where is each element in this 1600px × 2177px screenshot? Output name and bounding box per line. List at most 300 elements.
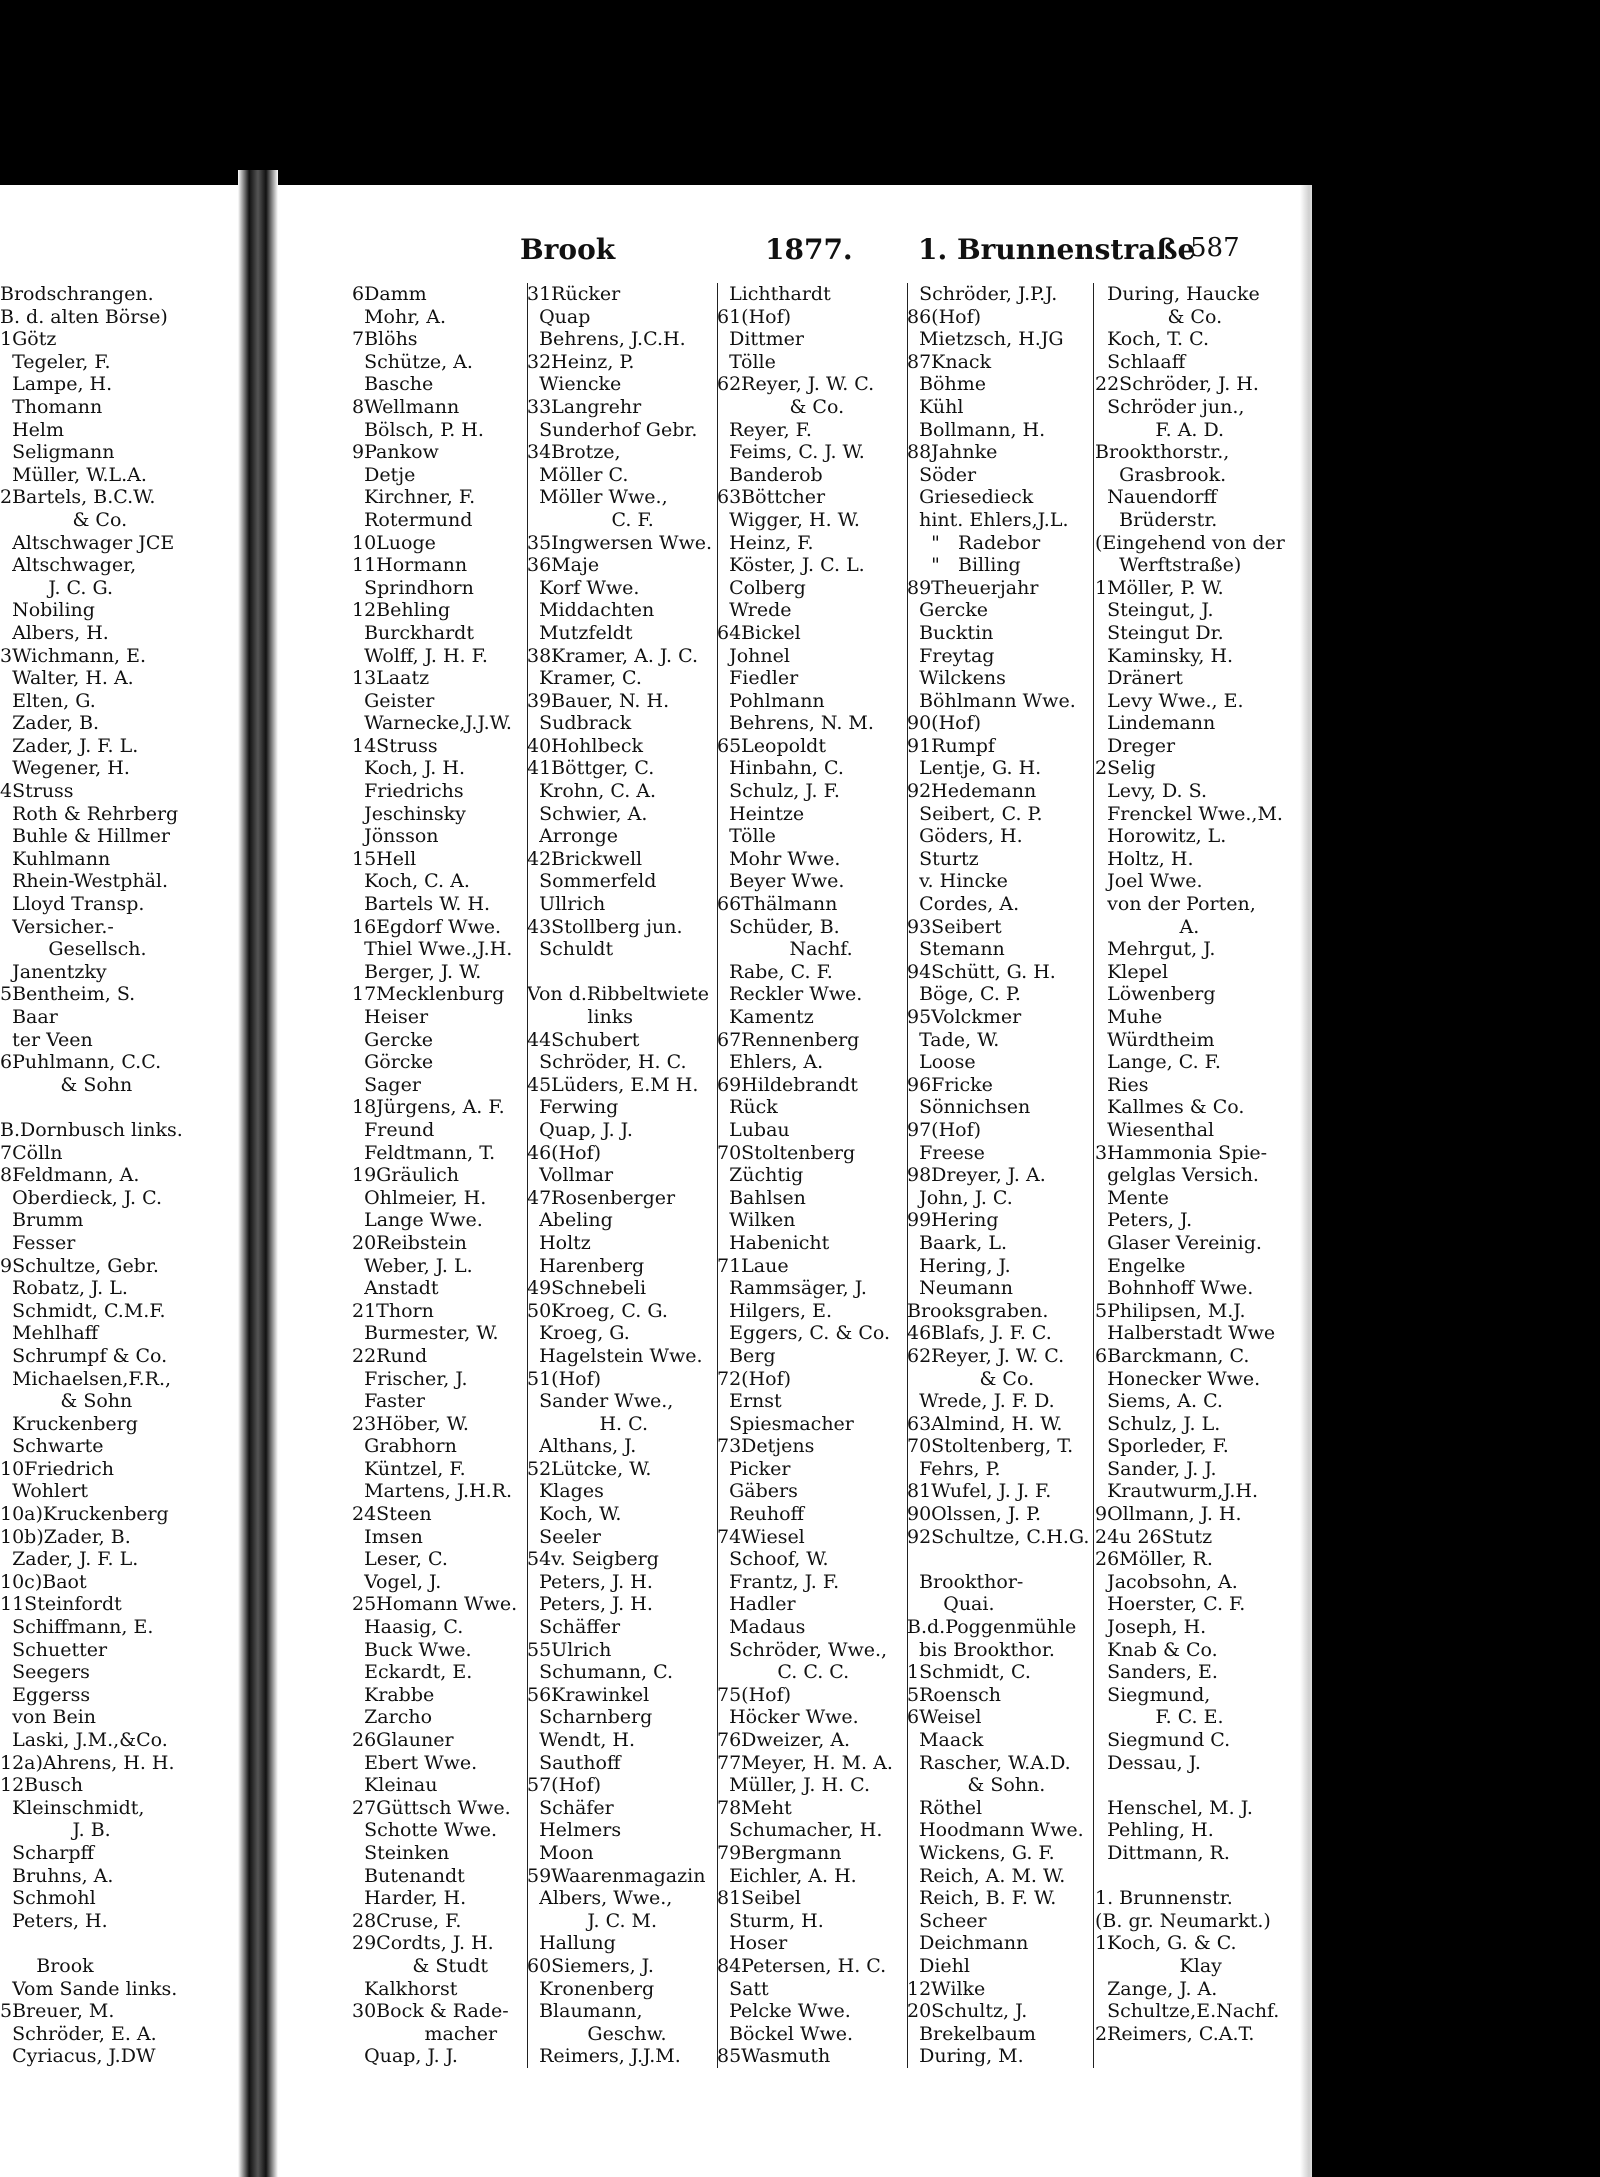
directory-entry: Klages [527, 1480, 604, 1503]
directory-entry: (Eingehend von der [1095, 531, 1285, 554]
directory-entry: Abeling [527, 1209, 613, 1232]
directory-entry: Fiedler [717, 667, 799, 690]
directory-entry [907, 1548, 1092, 1571]
directory-entry: Tölle [717, 350, 776, 373]
directory-entry: Althans, J. [527, 1435, 637, 1458]
directory-entry: 42Brickwell [527, 847, 643, 870]
directory-entry: 31Rücker [527, 283, 621, 305]
directory-entry: 35Ingwersen Wwe. [527, 531, 713, 554]
directory-entry: Cyriacus, J.DW [0, 2045, 156, 2068]
directory-entry: Heiser [352, 1006, 429, 1028]
directory-entry: Sturm, H. [717, 1909, 824, 1932]
directory-entry: Walter, H. A. [0, 667, 134, 690]
directory-entry: 9Ollmann, J. H. [1095, 1503, 1242, 1526]
directory-entry: 45Lüders, E.M H. [527, 1073, 699, 1096]
directory-entry: 73Detjens [717, 1435, 815, 1458]
directory-entry: Möller Wwe., [527, 486, 668, 509]
directory-entry: 2Reimers, C.A.T. [1095, 2022, 1255, 2045]
directory-entry: Schwarte [0, 1435, 104, 1458]
directory-entry: Joel Wwe. [1095, 870, 1203, 893]
directory-entry [0, 1932, 232, 1955]
directory-entry: 10Luoge [352, 531, 436, 554]
directory-entry: Wrede [717, 599, 792, 622]
directory-entry: 20Reibstein [352, 1231, 467, 1254]
directory-entry: Beyer Wwe. [717, 870, 845, 893]
directory-entry: Schuldt [527, 938, 614, 961]
directory-entry: Heintze [717, 802, 805, 825]
directory-column-2 [527, 283, 717, 2068]
directory-entry: Nobiling [0, 599, 95, 622]
directory-entry: Lentje, G. H. [907, 757, 1042, 780]
directory-entry: Kroeg, G. [527, 1322, 630, 1345]
directory-entry: Schrumpf & Co. [0, 1344, 168, 1367]
directory-entry: Picker [717, 1457, 791, 1480]
directory-entry: Dittmann, R. [1095, 1841, 1230, 1864]
directory-entry: Ebert Wwe. [352, 1751, 478, 1774]
directory-entry: Schütze, A. [352, 350, 473, 373]
directory-entry: Koch, T. C. [1095, 328, 1210, 351]
directory-entry: 44Schubert [527, 1028, 640, 1051]
directory-entry: Wendt, H. [527, 1729, 636, 1751]
book-gutter [238, 170, 278, 2177]
directory-entry: Rascher, W.A.D. [907, 1751, 1071, 1774]
directory-entry: Seibert, C. P. [907, 802, 1043, 825]
directory-entry: Kamentz [717, 1006, 814, 1028]
directory-entry: hint. Ehlers,J.L. [907, 508, 1069, 531]
directory-entry: 12Behling [352, 599, 451, 622]
directory-entry: Sprindhorn [352, 576, 474, 599]
directory-entry: Krabbe [352, 1683, 435, 1706]
directory-entry: 76Dweizer, A. [717, 1729, 851, 1751]
directory-entry: Madaus [717, 1616, 806, 1639]
directory-entry: Detje [352, 463, 416, 486]
directory-entry: Versicher.- [0, 915, 114, 938]
directory-entry: Schüder, B. [717, 915, 840, 938]
directory-entry: Züchtig [717, 1164, 804, 1187]
directory-entry: 46Blafs, J. F. C. [907, 1322, 1052, 1345]
directory-entry: Levy Wwe., E. [1095, 689, 1244, 712]
directory-entry: Hinbahn, C. [717, 757, 844, 780]
directory-entry: Buhle & Hillmer [0, 825, 170, 848]
directory-entry: Blaumann, [527, 2000, 643, 2023]
directory-entry: Löwenberg [1095, 983, 1216, 1006]
directory-entry: Frenckel Wwe.,M. [1095, 802, 1283, 825]
directory-entry: Freund [352, 1118, 435, 1141]
directory-entry: Brekelbaum [907, 2022, 1036, 2045]
directory-entry: Hoser [717, 1932, 788, 1955]
directory-entry: Sommerfeld [527, 870, 657, 893]
directory-entry: F. A. D. [1095, 418, 1225, 441]
directory-entry: 36Maje [527, 554, 600, 577]
directory-entry: 10c)Baot [0, 1570, 87, 1593]
directory-entry: Kuhlmann [0, 847, 111, 870]
directory-entry: " Billing [907, 554, 1021, 577]
directory-entry: 43Stollberg jun. [527, 915, 683, 938]
page-number: 587 [1190, 233, 1240, 263]
directory-entry: 52Lütcke, W. [527, 1457, 652, 1480]
directory-entry: Schulz, J. L. [1095, 1412, 1221, 1435]
directory-entry: Eichler, A. H. [717, 1864, 857, 1887]
directory-entry: links [527, 1006, 634, 1028]
directory-entry: Quap, J. J. [527, 1118, 633, 1141]
directory-entry: 1Götz [0, 328, 57, 351]
directory-entry: Halberstadt Wwe [1095, 1322, 1276, 1345]
directory-entry: Bartels W. H. [352, 893, 491, 916]
directory-entry: Mohr, A. [352, 305, 447, 328]
directory-entry: Frantz, J. F. [717, 1570, 840, 1593]
directory-entry: Dittmer [717, 328, 805, 351]
directory-entry: Kruckenberg [0, 1412, 138, 1435]
directory-entry: Krohn, C. A. [527, 780, 657, 803]
directory-entry: Zader, B. [0, 712, 100, 735]
directory-entry: Satt [717, 1977, 769, 2000]
directory-entry: Weber, J. L. [352, 1254, 473, 1277]
directory-entry: Brookthorstr., [1095, 441, 1230, 464]
directory-entry: Holtz [527, 1231, 591, 1254]
directory-entry: Küntzel, F. [352, 1457, 466, 1480]
directory-entry: Sporleder, F. [1095, 1435, 1229, 1458]
directory-entry: Levy, D. S. [1095, 780, 1207, 803]
directory-entry: Steingut, J. [1095, 599, 1214, 622]
directory-entry: A. [1095, 915, 1200, 938]
directory-entry: 62Reyer, J. W. C. [717, 373, 875, 396]
directory-entry: Schwier, A. [527, 802, 648, 825]
directory-entry: Tade, W. [907, 1028, 1000, 1051]
directory-entry: Peters, H. [0, 1909, 108, 1932]
directory-entry: 33Langrehr [527, 395, 642, 418]
directory-entry: Helm [0, 418, 64, 441]
directory-entry: Reich, A. M. W. [907, 1864, 1066, 1887]
directory-entry: Jeschinsky [352, 802, 466, 825]
directory-entry: Krautwurm,J.H. [1095, 1480, 1258, 1503]
directory-entry: Martens, J.H.R. [352, 1480, 513, 1503]
directory-entry: Feims, C. J. W. [717, 441, 865, 464]
directory-entry: Steinken [352, 1841, 450, 1864]
directory-entry: Glaser Vereinig. [1095, 1231, 1262, 1254]
directory-entry: 12Wilke [907, 1977, 986, 2000]
directory-entry: 63Almind, H. W. [907, 1412, 1063, 1435]
directory-entry: 38Kramer, A. J. C. [527, 644, 699, 667]
directory-entry: Göders, H. [907, 825, 1023, 848]
directory-entry: Schuetter [0, 1638, 108, 1661]
directory-entry: Schiffmann, E. [0, 1616, 154, 1639]
directory-entry: Seegers [0, 1661, 90, 1684]
directory-entry: 70Stoltenberg, T. [907, 1435, 1074, 1458]
directory-entry: Wickens, G. F. [907, 1841, 1055, 1864]
directory-entry: & Studt [352, 1954, 489, 1977]
directory-entry: Brumm [0, 1209, 84, 1232]
directory-entry: Jönsson [352, 825, 439, 848]
directory-entry: 30Bock & Rade- [352, 2000, 509, 2023]
directory-entry: Rammsäger, J. [717, 1277, 867, 1300]
directory-entry: Baar [0, 1006, 58, 1028]
directory-entry: Pehling, H. [1095, 1819, 1214, 1842]
directory-entry: 6Damm [352, 283, 427, 305]
directory-entry: Steingut Dr. [1095, 621, 1224, 644]
directory-entry: Friedrichs [352, 780, 464, 803]
header-street: 1. Brunnenstraße [918, 233, 1196, 266]
directory-entry: Hoodmann Wwe. [907, 1819, 1084, 1842]
directory-entry: Vom Sande links. [0, 1977, 178, 2000]
directory-entry: Reckler Wwe. [717, 983, 863, 1006]
directory-entry: 24Steen [352, 1503, 432, 1526]
directory-entry: Zarcho [352, 1706, 433, 1729]
directory-entry: 47Rosenberger [527, 1186, 676, 1209]
directory-entry: B.Dornbusch links. [0, 1118, 183, 1141]
directory-entry: Joseph, H. [1095, 1616, 1207, 1639]
directory-entry: Thomann [0, 395, 103, 418]
directory-entry: Albers, H. [0, 621, 109, 644]
directory-entry: Lange Wwe. [352, 1209, 483, 1232]
directory-entry: Brodschrangen. [0, 283, 154, 305]
directory-entry: Basche [352, 373, 434, 396]
directory-entry: 8Wellmann [352, 395, 460, 418]
directory-entry: Henschel, M. J. [1095, 1796, 1253, 1819]
directory-entry: 84Petersen, H. C. [717, 1954, 887, 1977]
directory-entry: 9Schultze, Gebr. [0, 1254, 159, 1277]
directory-entry: 5Philipsen, M.J. [1095, 1299, 1246, 1322]
directory-entry: Koch, W. [527, 1503, 622, 1526]
left-page-column [0, 283, 232, 2068]
directory-entry: Böhme [907, 373, 986, 396]
directory-entry: 71Laue [717, 1254, 789, 1277]
directory-entry: Dreger [1095, 734, 1176, 757]
directory-entry: Mente [1095, 1186, 1169, 1209]
directory-entry: Schäffer [527, 1616, 621, 1639]
directory-entry: Schröder, H. C. [527, 1051, 687, 1074]
directory-entry: Deichmann [907, 1932, 1029, 1955]
directory-entry: 21Thorn [352, 1299, 434, 1322]
directory-entry: 97(Hof) [907, 1118, 982, 1141]
directory-entry: Jacobsohn, A. [1095, 1570, 1238, 1593]
directory-entry: Harder, H. [352, 1887, 467, 1910]
header-year: 1877. [765, 233, 853, 266]
directory-entry: Siegmund, [1095, 1683, 1211, 1706]
directory-entry: Gercke [907, 599, 988, 622]
directory-entry: 99Hering [907, 1209, 999, 1232]
directory-entry: C. F. [527, 508, 654, 531]
directory-entry: 13Laatz [352, 667, 430, 690]
directory-entry: " Radebor [907, 531, 1041, 554]
directory-entry: 49Schnebeli [527, 1277, 647, 1300]
directory-entry: 22Schröder, J. H. [1095, 373, 1259, 396]
directory-entry: Middachten [527, 599, 655, 622]
directory-entry: 5Breuer, M. [0, 2000, 115, 2023]
directory-entry: Griesedieck [907, 486, 1034, 509]
directory-entry: Schumacher, H. [717, 1819, 883, 1842]
directory-entry: Horowitz, L. [1095, 825, 1227, 848]
directory-entry: Koch, C. A. [352, 870, 470, 893]
directory-entry: 9Pankow [352, 441, 439, 464]
directory-entry: Böhlmann Wwe. [907, 689, 1076, 712]
directory-entry: Muhe [1095, 1006, 1163, 1028]
directory-entry: Fehrs, P. [907, 1457, 1001, 1480]
directory-entry: Peters, J. H. [527, 1570, 653, 1593]
directory-entry: Loose [907, 1051, 976, 1074]
directory-entry: 75(Hof) [717, 1683, 792, 1706]
directory-entry: 17Mecklenburg [352, 983, 505, 1006]
directory-entry: 77Meyer, H. M. A. [717, 1751, 893, 1774]
directory-entry: Sander, J. J. [1095, 1457, 1217, 1480]
directory-entry: Buck Wwe. [352, 1638, 472, 1661]
directory-entry: gelglas Versich. [1095, 1164, 1259, 1187]
directory-entry: 1. Brunnenstr. [1095, 1887, 1233, 1910]
directory-entry: Lubau [717, 1118, 790, 1141]
directory-entry: Maack [907, 1729, 984, 1751]
directory-entry: 26Glauner [352, 1729, 454, 1751]
directory-entry: 72(Hof) [717, 1367, 792, 1390]
directory-entry: 10a)Kruckenberg [0, 1503, 169, 1526]
directory-entry: 25Homann Wwe. [352, 1593, 518, 1616]
directory-entry: Seeler [527, 1525, 601, 1548]
directory-entry: Schoof, W. [717, 1548, 829, 1571]
directory-entry: Schulz, J. F. [717, 780, 840, 803]
directory-entry: Lange, C. F. [1095, 1051, 1221, 1074]
directory-entry: 56Krawinkel [527, 1683, 650, 1706]
directory-column-1 [352, 283, 527, 2068]
directory-entry: Kaminsky, H. [1095, 644, 1234, 667]
directory-entry: 1Koch, G. & C. [1095, 1932, 1237, 1955]
directory-entry: Rabe, C. F. [717, 960, 833, 983]
directory-entry: Schröder, J.P.J. [907, 283, 1058, 305]
directory-entry: 51(Hof) [527, 1367, 602, 1390]
directory-entry: 81Seibel [717, 1887, 801, 1910]
directory-entry: Schultze,E.Nachf. [1095, 2000, 1280, 2023]
directory-entry: 26Möller, R. [1095, 1548, 1213, 1571]
directory-entry: Thiel Wwe.,J.H. [352, 938, 513, 961]
directory-entry: Lichthardt [717, 283, 831, 305]
directory-entry: 55Ulrich [527, 1638, 612, 1661]
directory-entry [527, 961, 717, 984]
directory-entry: Nauendorff [1095, 486, 1217, 509]
directory-entry: 59Waarenmagazin [527, 1864, 706, 1887]
directory-entry: Stemann [907, 938, 1005, 961]
directory-entry: Habenicht [717, 1231, 830, 1254]
directory-entry: Sunderhof Gebr. [527, 418, 698, 441]
directory-entry: Bucktin [907, 621, 994, 644]
directory-entry: 4Struss [0, 780, 74, 803]
directory-entry: 24u 26Stutz [1095, 1525, 1213, 1548]
directory-entry: Gesellsch. [0, 938, 147, 961]
directory-entry: Rhein-Westphäl. [0, 870, 169, 893]
directory-entry: Wrede, J. F. D. [907, 1390, 1055, 1413]
directory-entry: J. C. M. [527, 1909, 658, 1932]
directory-entry: Dessau, J. [1095, 1751, 1201, 1774]
directory-entry: Hallung [527, 1932, 616, 1955]
directory-entry: Eggers, C. & Co. [717, 1322, 891, 1345]
directory-entry: Haasig, C. [352, 1616, 464, 1639]
directory-entry: 61(Hof) [717, 305, 792, 328]
directory-entry: Fesser [0, 1231, 76, 1254]
directory-entry: Höcker Wwe. [717, 1706, 859, 1729]
directory-entry: Wohlert [0, 1480, 89, 1503]
directory-entry: Ullrich [527, 893, 606, 916]
directory-entry: & Co. [1095, 305, 1223, 328]
directory-entry: 14Struss [352, 734, 438, 757]
directory-entry: 85Wasmuth [717, 2045, 831, 2068]
directory-entry: Berg [717, 1344, 776, 1367]
directory-entry: Hering, J. [907, 1254, 1011, 1277]
directory-entry: Lindemann [1095, 712, 1216, 735]
directory-entry: Wolff, J. H. F. [352, 644, 488, 667]
directory-entry: Anstadt [352, 1277, 439, 1300]
directory-entry: 5Roensch [907, 1683, 1001, 1706]
directory-entry [0, 1096, 232, 1119]
directory-entry: Honecker Wwe. [1095, 1367, 1261, 1390]
directory-entry: Mehlhaff [0, 1322, 99, 1345]
directory-entry: Schlaaff [1095, 350, 1186, 373]
directory-entry: Diehl [907, 1954, 970, 1977]
directory-entry: Lloyd Transp. [0, 893, 145, 916]
directory-entry: Heinz, F. [717, 531, 814, 554]
directory-entry: Behrens, J.C.H. [527, 328, 686, 351]
directory-entry: 60Siemers, J. [527, 1954, 654, 1977]
directory-entry: Hadler [717, 1593, 796, 1616]
directory-entry: 78Meht [717, 1796, 792, 1819]
directory-entry: Freese [907, 1141, 985, 1164]
directory-entry: Michaelsen,F.R., [0, 1367, 172, 1390]
directory-entry: Schotte Wwe. [352, 1819, 498, 1842]
directory-entry: Leser, C. [352, 1548, 448, 1571]
directory-entry: Knab & Co. [1095, 1638, 1218, 1661]
directory-entry: Sander Wwe., [527, 1390, 674, 1413]
directory-entry: 2Bartels, B.C.W. [0, 486, 156, 509]
directory-entry: Bölsch, P. H. [352, 418, 484, 441]
directory-entry: & Sohn [0, 1390, 133, 1413]
directory-entry: 64Bickel [717, 621, 801, 644]
directory-entry: Cordes, A. [907, 893, 1020, 916]
directory-entry: Lampe, H. [0, 373, 113, 396]
directory-entry: Söder [907, 463, 977, 486]
directory-entry: Ohlmeier, H. [352, 1186, 487, 1209]
directory-column-4 [907, 283, 1092, 2068]
directory-entry: B. d. alten Börse) [0, 305, 168, 328]
directory-entry: Gäbers [717, 1480, 798, 1503]
directory-entry: Zader, J. F. L. [0, 1548, 139, 1571]
directory-entry: Butenandt [352, 1864, 465, 1887]
directory-entry: Moon [527, 1841, 594, 1864]
directory-entry: 92Hedemann [907, 780, 1037, 803]
directory-entry: Reyer, F. [717, 418, 812, 441]
directory-entry: 15Hell [352, 847, 417, 870]
directory-entry: Quap, J. J. [352, 2045, 458, 2068]
directory-entry: Schmidt, C.M.F. [0, 1299, 166, 1322]
directory-entry: F. C. E. [1095, 1706, 1224, 1729]
directory-entry: Pohlmann [717, 689, 825, 712]
directory-entry: John, J. C. [907, 1186, 1013, 1209]
directory-entry: 62Reyer, J. W. C. [907, 1344, 1065, 1367]
directory-entry: Bollmann, H. [907, 418, 1046, 441]
directory-entry: 54v. Seigberg [527, 1548, 659, 1571]
directory-entry: Müller, J. H. C. [717, 1774, 871, 1797]
directory-entry: Wiesenthal [1095, 1118, 1215, 1141]
directory-entry: Laski, J.M.,&Co. [0, 1729, 168, 1751]
directory-entry: Wilckens [907, 667, 1006, 690]
directory-entry: Klay [1095, 1954, 1222, 1977]
directory-entry: 81Wufel, J. J. F. [907, 1480, 1052, 1503]
directory-entry: Quap [527, 305, 591, 328]
directory-entry: Freytag [907, 644, 995, 667]
directory-entry: Schmohl [0, 1887, 96, 1910]
directory-entry: Mietzsch, H.JG [907, 328, 1064, 351]
directory-entry: Grasbrook. [1095, 463, 1227, 486]
directory-entry: Möller C. [527, 463, 629, 486]
directory-entry: Schäfer [527, 1796, 614, 1819]
directory-entry: C. C. C. [717, 1661, 850, 1684]
directory-entry: Geschw. [527, 2022, 667, 2045]
directory-entry: Mohr Wwe. [717, 847, 841, 870]
directory-entry: Röthel [907, 1796, 983, 1819]
